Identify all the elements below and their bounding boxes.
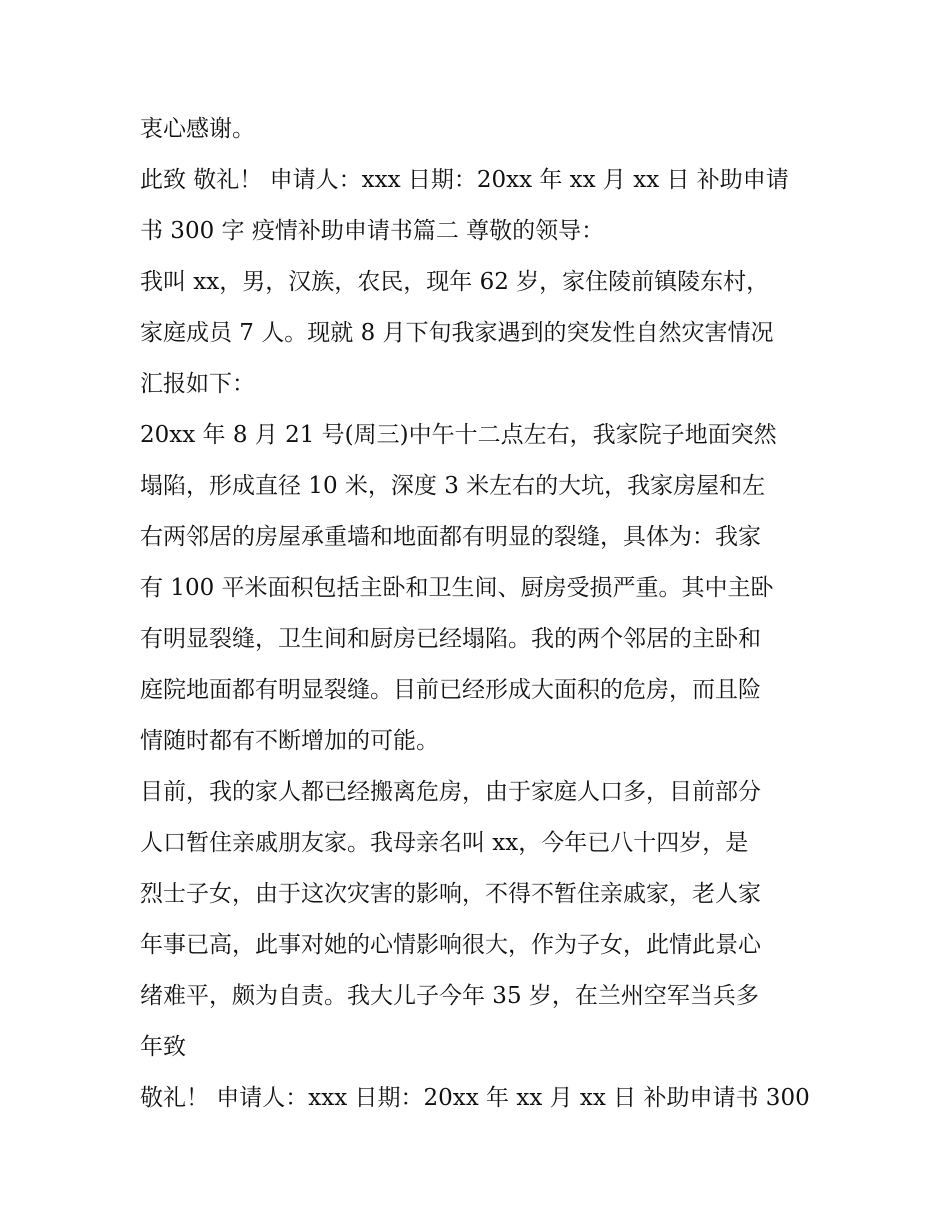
text-line: 此致 敬礼！ 申请人：xxx 日期：20xx 年 xx 月 xx 日 补助申请 xyxy=(140,167,789,193)
text-line: 年事已高，此事对她的心情影响很大，作为子女，此情此景心 xyxy=(140,932,761,958)
text-line: 汇报如下： xyxy=(140,371,255,397)
text-line: 右两邻居的房屋承重墙和地面都有明显的裂缝，具体为：我家 xyxy=(140,524,761,550)
text-line: 人口暂住亲戚朋友家。我母亲名叫 xx，今年已八十四岁，是 xyxy=(140,830,749,856)
document-body xyxy=(140,104,820,1124)
text-line: 我叫 xx，男，汉族，农民，现年 62 岁，家住陵前镇陵东村， xyxy=(140,269,770,295)
text-line: 家庭成员 7 人。现就 8 月下旬我家遇到的突发性自然灾害情况 xyxy=(140,320,774,346)
text-line: 年致 xyxy=(140,1034,186,1060)
text-line: 书 300 字 疫情补助申请书篇二 尊敬的领导： xyxy=(140,218,605,244)
text-line: 衷心感谢。 xyxy=(140,116,255,142)
text-line: 烈士子女，由于这次灾害的影响，不得不暂住亲戚家，老人家 xyxy=(140,881,761,907)
text-line: 情随时都有不断增加的可能。 xyxy=(140,728,439,754)
text-line: 目前，我的家人都已经搬离危房，由于家庭人口多，目前部分 xyxy=(140,779,761,805)
text-line: 庭院地面都有明显裂缝。目前已经形成大面积的危房，而且险 xyxy=(140,677,761,703)
text-line: 有 100 平米面积包括主卧和卫生间、厨房受损严重。其中主卧 xyxy=(140,575,774,601)
text-line: 塌陷，形成直径 10 米，深度 3 米左右的大坑，我家房屋和左 xyxy=(140,473,766,499)
text-line: 有明显裂缝，卫生间和厨房已经塌陷。我的两个邻居的主卧和 xyxy=(140,626,761,652)
text-line: 20xx 年 8 月 21 号(周三)中午十二点左右，我家院子地面突然 xyxy=(140,422,777,448)
text-line: 敬礼！ 申请人：xxx 日期：20xx 年 xx 月 xx 日 补助申请书 300 xyxy=(140,1085,810,1111)
text-line: 绪难平，颇为自责。我大儿子今年 35 岁，在兰州空军当兵多 xyxy=(140,983,759,1009)
